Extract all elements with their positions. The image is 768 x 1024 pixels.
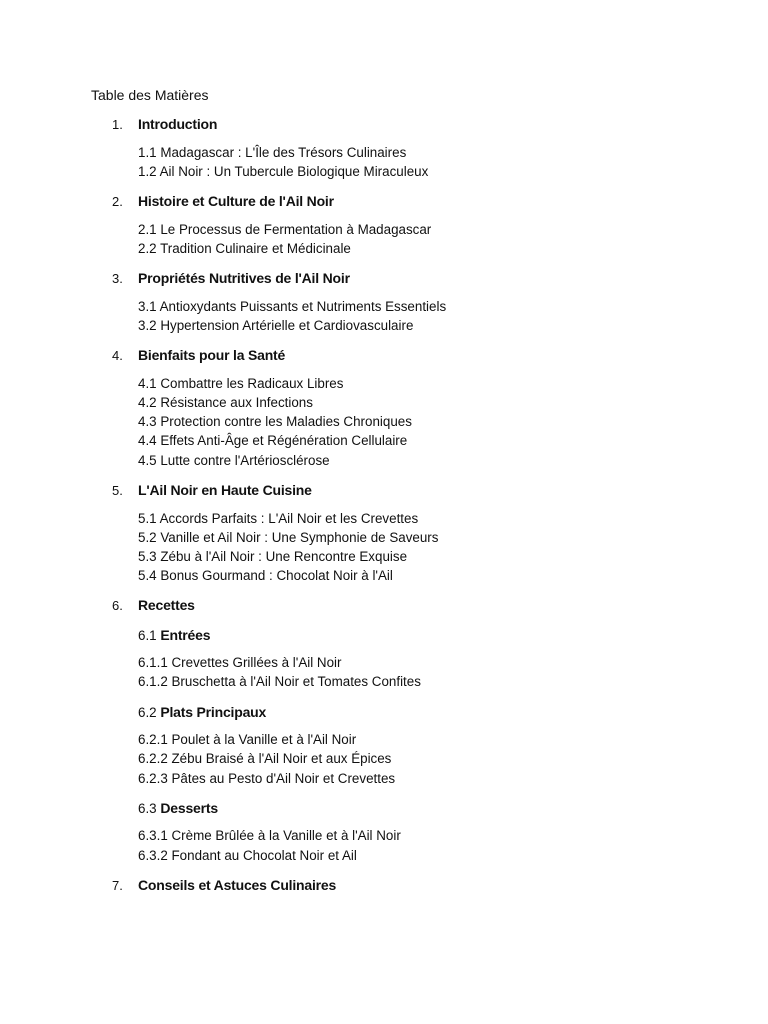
toc-item-5-3: 5.3 Zébu à l'Ail Noir : Une Rencontre Exquise (138, 549, 408, 564)
toc-item-2-1: 2.1 Le Processus de Fermentation à Madagascar (138, 222, 432, 237)
chapter-title: Histoire et Culture de l'Ail Noir (138, 193, 334, 209)
toc-chapter-7 (0, 875, 768, 895)
toc-item-6-2-1: 6.2.1 Poulet à la Vanille et à l'Ail Noir (138, 732, 357, 747)
section-title: Plats Principaux (160, 704, 267, 720)
toc-item-4-3: 4.3 Protection contre les Maladies Chroniques (138, 414, 412, 429)
chapter-title: Recettes (138, 597, 195, 613)
toc-item-5-1: 5.1 Accords Parfaits : L'Ail Noir et les Crevettes (138, 511, 419, 526)
chapter-number: 5. (112, 483, 123, 498)
section-number: 6.1 (138, 628, 157, 643)
toc-title: Table des Matières (91, 87, 209, 103)
toc-chapter-5 (0, 480, 768, 500)
toc-item-6-2-2: 6.2.2 Zébu Braisé à l'Ail Noir et aux Épices (138, 751, 392, 766)
section-title: Desserts (160, 800, 218, 816)
toc-item-6-3-1: 6.3.1 Crème Brûlée à la Vanille et à l'Ail Noir (138, 828, 401, 843)
toc-section-6-2 (138, 702, 266, 723)
section-number: 6.2 (138, 705, 157, 720)
toc-item-6-1-1: 6.1.1 Crevettes Grillées à l'Ail Noir (138, 655, 342, 670)
toc-section-6-1 (138, 625, 210, 646)
chapter-title: Introduction (138, 116, 218, 132)
chapter-number: 7. (112, 878, 123, 893)
chapter-title: L'Ail Noir en Haute Cuisine (138, 482, 312, 498)
chapter-number: 1. (112, 117, 123, 132)
toc-item-4-4: 4.4 Effets Anti-Âge et Régénération Cellulaire (138, 433, 408, 448)
section-number: 6.3 (138, 801, 157, 816)
chapter-number: 4. (112, 348, 123, 363)
chapter-title: Bienfaits pour la Santé (138, 347, 286, 363)
toc-item-6-2-3: 6.2.3 Pâtes au Pesto d'Ail Noir et Crevettes (138, 771, 396, 786)
toc-chapter-2 (0, 191, 768, 211)
chapter-title: Conseils et Astuces Culinaires (138, 877, 337, 893)
toc-item-6-3-2: 6.3.2 Fondant au Chocolat Noir et Ail (138, 848, 357, 863)
toc-item-2-2: 2.2 Tradition Culinaire et Médicinale (138, 241, 351, 256)
chapter-number: 3. (112, 271, 123, 286)
toc-chapter-1 (0, 114, 768, 134)
toc-item-4-2: 4.2 Résistance aux Infections (138, 395, 313, 410)
toc-item-5-4: 5.4 Bonus Gourmand : Chocolat Noir à l'Ail (138, 568, 393, 583)
toc-item-6-1-2: 6.1.2 Bruschetta à l'Ail Noir et Tomates Confites (138, 674, 421, 689)
toc-item-5-2: 5.2 Vanille et Ail Noir : Une Symphonie de Saveurs (138, 530, 439, 545)
toc-item-4-1: 4.1 Combattre les Radicaux Libres (138, 376, 344, 391)
toc-chapter-6 (0, 595, 768, 615)
toc-item-1-2: 1.2 Ail Noir : Un Tubercule Biologique Miraculeux (138, 164, 429, 179)
chapter-number: 6. (112, 598, 123, 613)
toc-item-4-5: 4.5 Lutte contre l'Artériosclérose (138, 453, 330, 468)
toc-chapter-4 (0, 345, 768, 365)
chapter-number: 2. (112, 194, 123, 209)
toc-item-3-1: 3.1 Antioxydants Puissants et Nutriments Essentiels (138, 299, 447, 314)
toc-chapter-3 (0, 268, 768, 288)
toc-section-6-3 (138, 798, 218, 819)
toc-item-1-1: 1.1 Madagascar : L'Île des Trésors Culinaires (138, 145, 407, 160)
chapter-title: Propriétés Nutritives de l'Ail Noir (138, 270, 350, 286)
toc-item-3-2: 3.2 Hypertension Artérielle et Cardiovasculaire (138, 318, 414, 333)
section-title: Entrées (160, 627, 211, 643)
